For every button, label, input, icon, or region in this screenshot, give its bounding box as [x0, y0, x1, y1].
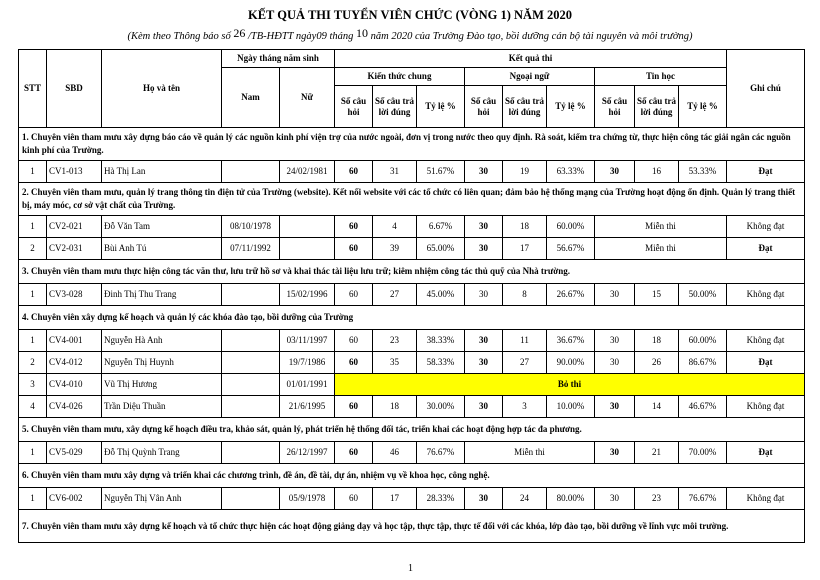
cell-g3c: 18 — [635, 330, 679, 352]
cell-g2r: 26.67% — [547, 284, 595, 306]
cell-g2q: 30 — [465, 216, 503, 238]
cell-g2q: 30 — [465, 330, 503, 352]
col-g2-questions: Số câu hỏi — [465, 86, 503, 128]
cell-g1q: 60 — [335, 284, 373, 306]
cell-female: 15/02/1996 — [280, 284, 335, 306]
cell-g1q: 60 — [335, 161, 373, 183]
cell-g2r: 60.00% — [547, 216, 595, 238]
cell-g1r: 51.67% — [417, 161, 465, 183]
col-group-language: Ngoại ngữ — [465, 68, 595, 86]
cell-note: Đạt — [727, 161, 805, 183]
subtitle-part1: (Kèm theo Thông báo số — [127, 31, 231, 42]
cell-g2r: 56.67% — [547, 238, 595, 260]
cell-note: Không đạt — [727, 488, 805, 510]
cell-g1c: 35 — [373, 352, 417, 374]
cell-g1c: 17 — [373, 488, 417, 510]
cell-stt: 1 — [19, 442, 47, 464]
cell-g3r: 76.67% — [679, 488, 727, 510]
section-title: 5. Chuyên viên tham mưu, xây dựng kế hoạch điều tra, khảo sát, quản lý, phát triển hệ thống đối tác, triển khai các hoạt động hợp tác đa phương. — [19, 418, 805, 442]
cell-g3r: 53.33% — [679, 161, 727, 183]
cell-g1r: 38.33% — [417, 330, 465, 352]
cell-g3q: 30 — [595, 330, 635, 352]
cell-g2q: 30 — [465, 352, 503, 374]
cell-male: 08/10/1978 — [222, 216, 280, 238]
cell-stt: 1 — [19, 284, 47, 306]
section-row — [19, 510, 805, 543]
cell-g3r: 60.00% — [679, 330, 727, 352]
cell-g2c: 11 — [503, 330, 547, 352]
cell-g1r: 76.67% — [417, 442, 465, 464]
page-number: 1 — [408, 563, 413, 574]
cell-g1c: 4 — [373, 216, 417, 238]
cell-g2r: 63.33% — [547, 161, 595, 183]
cell-g3c: 15 — [635, 284, 679, 306]
cell-name: Đỗ Văn Tam — [102, 216, 222, 238]
cell-g3q: 30 — [595, 442, 635, 464]
subtitle-part4: năm 2020 của Trường Đào tạo, bồi dưỡng cán bộ tài nguyên và môi trường) — [368, 31, 693, 42]
cell-g2r: 80.00% — [547, 488, 595, 510]
cell-g3q: 30 — [595, 284, 635, 306]
cell-g1c: 27 — [373, 284, 417, 306]
col-name: Họ và tên — [102, 50, 222, 128]
cell-sbd: CV1-013 — [47, 161, 102, 183]
cell-g1q: 60 — [335, 330, 373, 352]
cell-g3q: 30 — [595, 488, 635, 510]
cell-g1q: 60 — [335, 238, 373, 260]
cell-male — [222, 284, 280, 306]
section-row — [19, 464, 805, 488]
col-male: Nam — [222, 68, 280, 128]
table-row — [19, 238, 805, 260]
document-title: KẾT QUẢ THI TUYỂN VIÊN CHỨC (VÒNG 1) NĂM 2020 — [248, 8, 572, 22]
notice-day: 09 — [316, 31, 327, 42]
document-subtitle — [0, 26, 820, 42]
cell-male — [222, 161, 280, 183]
section-row — [19, 128, 805, 161]
cell-stt: 2 — [19, 238, 47, 260]
cell-g1r: 58.33% — [417, 352, 465, 374]
table-row — [19, 330, 805, 352]
cell-female: 03/11/1997 — [280, 330, 335, 352]
table-row — [19, 352, 805, 374]
cell-g1c: 31 — [373, 161, 417, 183]
cell-g1c: 23 — [373, 330, 417, 352]
col-g3-rate: Tỷ lệ % — [679, 86, 727, 128]
col-g3-correct: Số câu trả lời đúng — [635, 86, 679, 128]
cell-sbd: CV2-031 — [47, 238, 102, 260]
cell-note: Đạt — [727, 352, 805, 374]
cell-g1r: 30.00% — [417, 396, 465, 418]
cell-g2q: 30 — [465, 161, 503, 183]
cell-female: 24/02/1981 — [280, 161, 335, 183]
cell-g1q: 60 — [335, 442, 373, 464]
col-dob: Ngày tháng năm sinh — [222, 50, 335, 68]
col-female: Nữ — [280, 68, 335, 128]
table-row — [19, 396, 805, 418]
col-g3-questions: Số câu hỏi — [595, 86, 635, 128]
cell-g3-exempt: Miễn thi — [595, 238, 727, 260]
cell-g2c: 27 — [503, 352, 547, 374]
table-row — [19, 284, 805, 306]
cell-stt: 4 — [19, 396, 47, 418]
col-stt: STT — [19, 50, 47, 128]
cell-g3c: 21 — [635, 442, 679, 464]
table-row — [19, 374, 805, 396]
cell-sbd: CV4-010 — [47, 374, 102, 396]
cell-male — [222, 488, 280, 510]
cell-g3c: 26 — [635, 352, 679, 374]
cell-g3r: 46.67% — [679, 396, 727, 418]
table-row — [19, 488, 805, 510]
cell-sbd: CV4-026 — [47, 396, 102, 418]
cell-note: Không đạt — [727, 216, 805, 238]
col-group-it: Tin học — [595, 68, 727, 86]
cell-g2r: 36.67% — [547, 330, 595, 352]
section-title: 3. Chuyên viên tham mưu thực hiện công tác văn thư, lưu trữ hồ sơ và khai thác tài liệu lưu trữ; kiêm nhiệm công tác thủ quỹ của Nhà trường. — [19, 260, 805, 284]
subtitle-part3: tháng — [326, 31, 357, 42]
cell-female: 21/6/1995 — [280, 396, 335, 418]
cell-g1q: 60 — [335, 216, 373, 238]
table-row — [19, 442, 805, 464]
cell-name: Nguyễn Hà Anh — [102, 330, 222, 352]
cell-g3q: 30 — [595, 161, 635, 183]
cell-stt: 1 — [19, 330, 47, 352]
cell-sbd: CV4-012 — [47, 352, 102, 374]
cell-sbd: CV2-021 — [47, 216, 102, 238]
cell-g2q: 30 — [465, 238, 503, 260]
cell-g2q: 30 — [465, 488, 503, 510]
cell-sbd: CV4-001 — [47, 330, 102, 352]
cell-female — [280, 216, 335, 238]
cell-stt: 1 — [19, 216, 47, 238]
cell-g2c: 3 — [503, 396, 547, 418]
cell-name: Đỗ Thị Quỳnh Trang — [102, 442, 222, 464]
cell-g2r: 10.00% — [547, 396, 595, 418]
cell-g1r: 6.67% — [417, 216, 465, 238]
cell-stt: 3 — [19, 374, 47, 396]
cell-g1c: 39 — [373, 238, 417, 260]
cell-g2c: 19 — [503, 161, 547, 183]
col-g2-rate: Tỷ lệ % — [547, 86, 595, 128]
notice-month: 10 — [356, 26, 369, 40]
cell-g2r: 90.00% — [547, 352, 595, 374]
cell-g1q: 60 — [335, 396, 373, 418]
cell-stt: 2 — [19, 352, 47, 374]
cell-male — [222, 442, 280, 464]
cell-g3c: 23 — [635, 488, 679, 510]
cell-note: Đạt — [727, 442, 805, 464]
subtitle-part2: /TB-HĐTT ngày — [247, 31, 317, 42]
cell-g2q: 30 — [465, 284, 503, 306]
cell-female: 01/01/1991 — [280, 374, 335, 396]
section-title: 1. Chuyên viên tham mưu xây dựng báo cáo về quản lý các nguồn kinh phí viện trợ của nước ngoài, đơn vị trong nước theo quy định. Rà soát, kiểm tra chứng từ, thực hiện công tác giải ngân các nguồn kinh phí của Trường. — [19, 128, 805, 161]
col-result: Kết quả thi — [335, 50, 727, 68]
cell-female — [280, 238, 335, 260]
cell-g1q: 60 — [335, 352, 373, 374]
cell-sbd: CV5-029 — [47, 442, 102, 464]
cell-g3r: 50.00% — [679, 284, 727, 306]
cell-name: Nguyễn Thị Vân Anh — [102, 488, 222, 510]
cell-name: Đinh Thị Thu Trang — [102, 284, 222, 306]
cell-g2c: 24 — [503, 488, 547, 510]
cell-sbd: CV3-028 — [47, 284, 102, 306]
section-row — [19, 306, 805, 330]
section-title: 6. Chuyên viên tham mưu xây dựng và triển khai các chương trình, đề án, đề tài, dự án, nhiệm vụ về khoa học, công nghệ. — [19, 464, 805, 488]
section-row — [19, 418, 805, 442]
cell-name: Nguyễn Thị Huynh — [102, 352, 222, 374]
cell-stt: 1 — [19, 161, 47, 183]
cell-g3q: 30 — [595, 352, 635, 374]
section-title: 4. Chuyên viên xây dựng kế hoạch và quản lý các khóa đào tạo, bồi dưỡng của Trường — [19, 306, 805, 330]
cell-g3r: 70.00% — [679, 442, 727, 464]
cell-g1r: 45.00% — [417, 284, 465, 306]
section-title: 2. Chuyên viên tham mưu, quản lý trang thông tin điện tử của Trường (website). Kết nối website với các tổ chức có liên quan; đảm bảo hệ thống mạng của Trường hoạt động ổn định. Quản lý trang thiết bị, máy móc, cơ sở vật chất của Trường. — [19, 183, 805, 216]
cell-g3q: 30 — [595, 396, 635, 418]
section-row — [19, 260, 805, 284]
cell-note: Không đạt — [727, 330, 805, 352]
table-row — [19, 216, 805, 238]
col-note: Ghi chú — [727, 50, 805, 128]
cell-name: Trần Diệu Thuần — [102, 396, 222, 418]
header-row-1 — [19, 50, 805, 68]
col-group-general: Kiến thức chung — [335, 68, 465, 86]
cell-g1q: 60 — [335, 488, 373, 510]
notice-number: 26 — [233, 26, 246, 40]
cell-name: Bùi Anh Tú — [102, 238, 222, 260]
cell-male: 07/11/1992 — [222, 238, 280, 260]
cell-g2c: 17 — [503, 238, 547, 260]
col-g1-correct: Số câu trả lời đúng — [373, 86, 417, 128]
cell-g2-exempt: Miễn thi — [465, 442, 595, 464]
cell-g1c: 46 — [373, 442, 417, 464]
cell-stt: 1 — [19, 488, 47, 510]
col-g1-questions: Số câu hỏi — [335, 86, 373, 128]
cell-note: Đạt — [727, 238, 805, 260]
section-title: 7. Chuyên viên tham mưu xây dựng kế hoạch và tổ chức thực hiện các hoạt động giảng dạy và học tập, thực tập, thực tế đối với các khóa, lớp đào tạo, bồi dưỡng về lĩnh vực môi trường. — [19, 510, 805, 543]
cell-g1r: 65.00% — [417, 238, 465, 260]
cell-male — [222, 330, 280, 352]
cell-g3-exempt: Miễn thi — [595, 216, 727, 238]
cell-female: 26/12/1997 — [280, 442, 335, 464]
cell-g2c: 8 — [503, 284, 547, 306]
col-g2-correct: Số câu trả lời đúng — [503, 86, 547, 128]
cell-sbd: CV6-002 — [47, 488, 102, 510]
cell-g2c: 18 — [503, 216, 547, 238]
absent-badge: Bỏ thi — [335, 374, 805, 396]
cell-note: Không đạt — [727, 284, 805, 306]
table-row — [19, 161, 805, 183]
cell-name: Hà Thị Lan — [102, 161, 222, 183]
cell-g3c: 14 — [635, 396, 679, 418]
cell-note: Không đạt — [727, 396, 805, 418]
cell-g3r: 86.67% — [679, 352, 727, 374]
cell-male — [222, 352, 280, 374]
cell-female: 05/9/1978 — [280, 488, 335, 510]
cell-male — [222, 374, 280, 396]
col-sbd: SBD — [47, 50, 102, 128]
cell-male — [222, 396, 280, 418]
cell-g1c: 18 — [373, 396, 417, 418]
cell-g3c: 16 — [635, 161, 679, 183]
cell-name: Vũ Thị Hương — [102, 374, 222, 396]
section-row — [19, 183, 805, 216]
cell-g1r: 28.33% — [417, 488, 465, 510]
col-g1-rate: Tỷ lệ % — [417, 86, 465, 128]
cell-g2q: 30 — [465, 396, 503, 418]
results-table — [18, 49, 805, 543]
cell-female: 19/7/1986 — [280, 352, 335, 374]
